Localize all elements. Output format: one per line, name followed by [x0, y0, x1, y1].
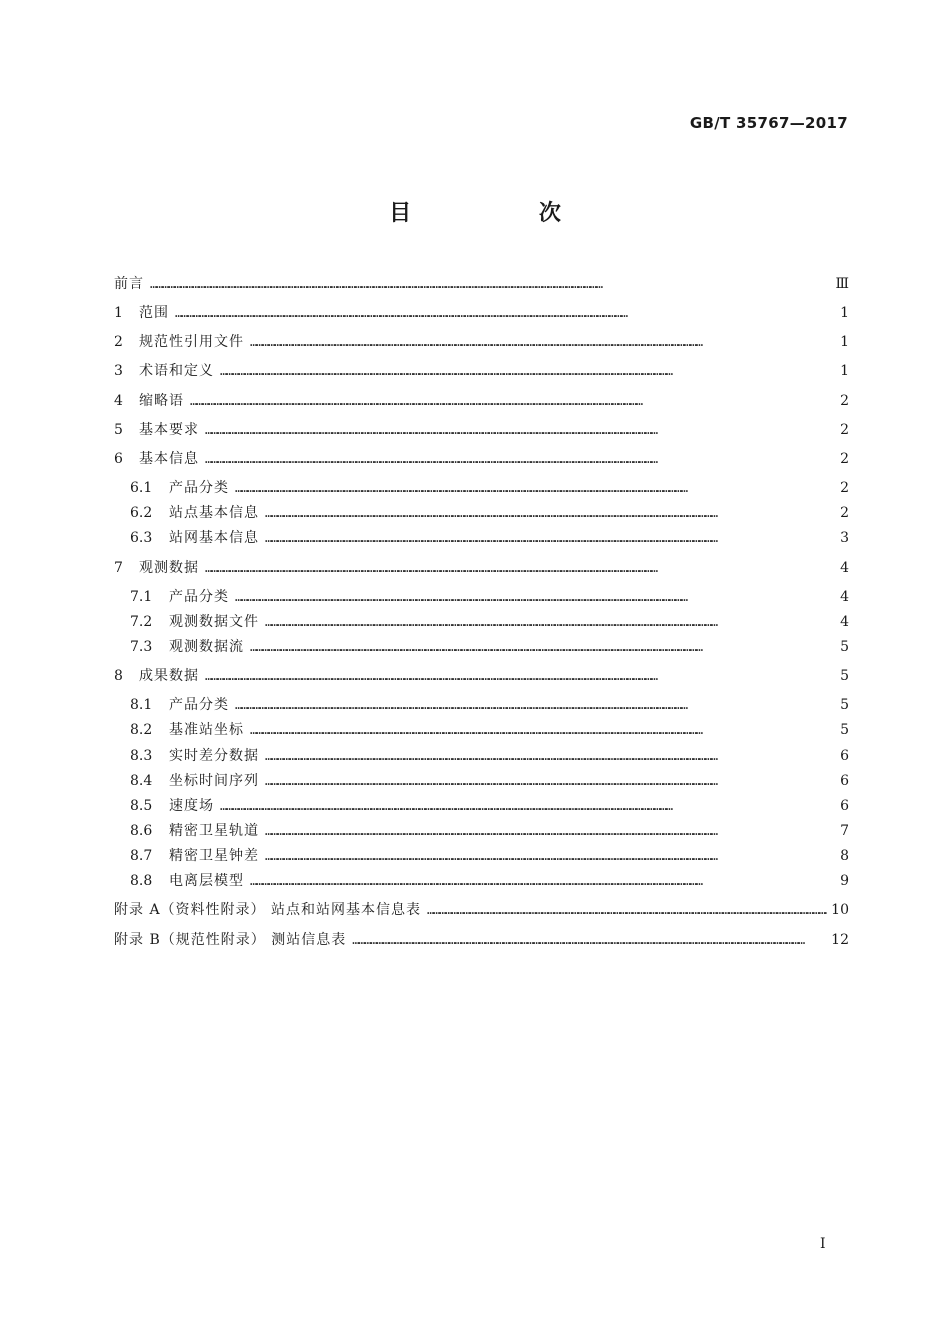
- toc-entry-label: 站点基本信息: [169, 505, 259, 521]
- toc-entry-number: 6: [114, 451, 123, 467]
- toc-leader-dots: [265, 771, 836, 791]
- toc-entry-6-3[interactable]: [130, 528, 849, 548]
- toc-entry-8-5[interactable]: [130, 796, 849, 816]
- toc-entry-3[interactable]: [114, 361, 849, 381]
- toc-entry-number: 4: [114, 393, 123, 409]
- toc-entry-appendix-b[interactable]: [114, 930, 849, 950]
- toc-leader-dots: [250, 332, 836, 352]
- toc-leader-dots: [205, 666, 836, 686]
- toc-entry-page: 1: [840, 305, 849, 321]
- toc-entry-label: 精密卫星轨道: [169, 823, 259, 839]
- toc-leader-dots: [190, 391, 836, 411]
- toc-leader-dots: [235, 587, 836, 607]
- toc-entry-label: 基本要求: [139, 422, 199, 438]
- page-number: I: [820, 1236, 826, 1252]
- toc-entry-label: 产品分类: [169, 589, 229, 605]
- toc-entry-8-1[interactable]: [130, 695, 849, 715]
- toc-leader-dots: [175, 303, 836, 323]
- toc-entry-label: 观测数据: [139, 560, 199, 576]
- toc-entry-label: 电离层模型: [169, 873, 244, 889]
- toc-entry-label: 精密卫星钟差: [169, 848, 259, 864]
- toc-entry-number: 7.1: [130, 589, 153, 605]
- toc-entry-number: 3: [114, 363, 123, 379]
- toc-entry-label: 规范性引用文件: [139, 334, 244, 350]
- toc-entry-label: 观测数据文件: [169, 614, 259, 630]
- toc-entry-label: 基本信息: [139, 451, 199, 467]
- toc-entry-page: 6: [840, 798, 849, 814]
- toc-entry-label: 附录 A（资料性附录） 站点和站网基本信息表: [114, 902, 422, 918]
- toc-entry-number: 7: [114, 560, 123, 576]
- toc-entry-page: 2: [840, 422, 849, 438]
- toc-entry-page: Ⅲ: [835, 276, 849, 292]
- toc-entry-number: 8.1: [130, 697, 153, 713]
- toc-entry-page: 4: [840, 589, 849, 605]
- toc-entry-page: 2: [840, 480, 849, 496]
- toc-leader-dots: [265, 528, 836, 548]
- toc-leader-dots: [265, 746, 836, 766]
- toc-entry-foreword[interactable]: [114, 274, 849, 294]
- toc-entry-page: 12: [831, 932, 849, 948]
- toc-entry-8-6[interactable]: [130, 821, 849, 841]
- toc-entry-number: 8.3: [130, 748, 153, 764]
- toc-leader-dots: [205, 420, 836, 440]
- toc-entry-number: 8.6: [130, 823, 153, 839]
- toc-entry-8-4[interactable]: [130, 771, 849, 791]
- toc-leader-dots: [250, 637, 836, 657]
- page-title: 目 次: [389, 201, 621, 226]
- toc-entry-page: 6: [840, 773, 849, 789]
- toc-leader-dots: [220, 796, 836, 816]
- toc-entry-page: 2: [840, 505, 849, 521]
- toc-entry-number: 8.7: [130, 848, 153, 864]
- toc-leader-dots: [265, 612, 836, 632]
- toc-leader-dots: [205, 449, 836, 469]
- toc-entry-5[interactable]: [114, 420, 849, 440]
- toc-entry-number: 7.3: [130, 639, 153, 655]
- toc-entry-7[interactable]: [114, 558, 849, 578]
- toc-entry-page: 4: [840, 614, 849, 630]
- toc-entry-label: 坐标时间序列: [169, 773, 259, 789]
- toc-entry-appendix-a[interactable]: [114, 900, 849, 920]
- toc-entry-4[interactable]: [114, 391, 849, 411]
- toc-entry-page: 1: [840, 363, 849, 379]
- toc-entry-label: 成果数据: [139, 668, 199, 684]
- toc-entry-page: 2: [840, 451, 849, 467]
- toc-entry-6[interactable]: [114, 449, 849, 469]
- toc-entry-page: 5: [840, 697, 849, 713]
- toc-entry-label: 前言: [114, 276, 144, 292]
- toc-leader-dots: [265, 821, 836, 841]
- toc-entry-number: 2: [114, 334, 123, 350]
- toc-entry-page: 10: [831, 902, 849, 918]
- toc-leader-dots: [220, 361, 836, 381]
- standard-number: GB/T 35767—2017: [689, 114, 848, 132]
- toc-entry-8-8[interactable]: [130, 871, 849, 891]
- toc-entry-page: 3: [840, 530, 849, 546]
- toc-entry-number: 8.4: [130, 773, 153, 789]
- toc-entry-1[interactable]: [114, 303, 849, 323]
- toc-entry-label: 缩略语: [139, 393, 184, 409]
- toc-entry-7-3[interactable]: [130, 637, 849, 657]
- toc-entry-label: 范围: [139, 305, 169, 321]
- toc-leader-dots: [250, 720, 836, 740]
- toc-entry-page: 5: [840, 639, 849, 655]
- toc-entry-6-2[interactable]: [130, 503, 849, 523]
- toc-entry-label: 站网基本信息: [169, 530, 259, 546]
- toc-entry-page: 2: [840, 393, 849, 409]
- toc-entry-number: 6.3: [130, 530, 153, 546]
- toc-entry-label: 基准站坐标: [169, 722, 244, 738]
- toc-entry-page: 1: [840, 334, 849, 350]
- toc-entry-number: 6.1: [130, 480, 153, 496]
- toc-entry-8-2[interactable]: [130, 720, 849, 740]
- toc-leader-dots: [235, 695, 836, 715]
- toc-leader-dots: [352, 930, 827, 950]
- toc-leader-dots: [265, 503, 836, 523]
- toc-entry-number: 8.8: [130, 873, 153, 889]
- toc-leader-dots: [427, 900, 827, 920]
- toc-leader-dots: [235, 478, 836, 498]
- toc-entry-label: 产品分类: [169, 480, 229, 496]
- toc-entry-label: 附录 B（规范性附录） 测站信息表: [114, 932, 347, 948]
- toc-entry-label: 术语和定义: [139, 363, 214, 379]
- toc-entry-page: 5: [840, 668, 849, 684]
- toc-leader-dots: [250, 871, 836, 891]
- toc-entry-label: 实时差分数据: [169, 748, 259, 764]
- toc-entry-8-3[interactable]: [130, 746, 849, 766]
- toc-leader-dots: [150, 274, 831, 294]
- toc-leader-dots: [265, 846, 836, 866]
- toc-entry-number: 8.5: [130, 798, 153, 814]
- toc-entry-8[interactable]: [114, 666, 849, 686]
- toc-entry-number: 1: [114, 305, 123, 321]
- toc-entry-page: 4: [840, 560, 849, 576]
- toc-entry-7-1[interactable]: [130, 587, 849, 607]
- toc-entry-number: 7.2: [130, 614, 153, 630]
- toc-entry-page: 8: [840, 848, 849, 864]
- toc-entry-page: 6: [840, 748, 849, 764]
- toc-entry-label: 观测数据流: [169, 639, 244, 655]
- toc-entry-6-1[interactable]: [130, 478, 849, 498]
- toc-entry-8-7[interactable]: [130, 846, 849, 866]
- toc-entry-number: 8: [114, 668, 123, 684]
- toc-entry-number: 5: [114, 422, 123, 438]
- toc-entry-label: 产品分类: [169, 697, 229, 713]
- toc-entry-page: 7: [840, 823, 849, 839]
- toc-entry-page: 5: [840, 722, 849, 738]
- toc-entry-number: 8.2: [130, 722, 153, 738]
- toc-entry-label: 速度场: [169, 798, 214, 814]
- toc-entry-number: 6.2: [130, 505, 153, 521]
- toc-leader-dots: [205, 558, 836, 578]
- toc-entry-7-2[interactable]: [130, 612, 849, 632]
- toc-entry-page: 9: [840, 873, 849, 889]
- toc-entry-2[interactable]: [114, 332, 849, 352]
